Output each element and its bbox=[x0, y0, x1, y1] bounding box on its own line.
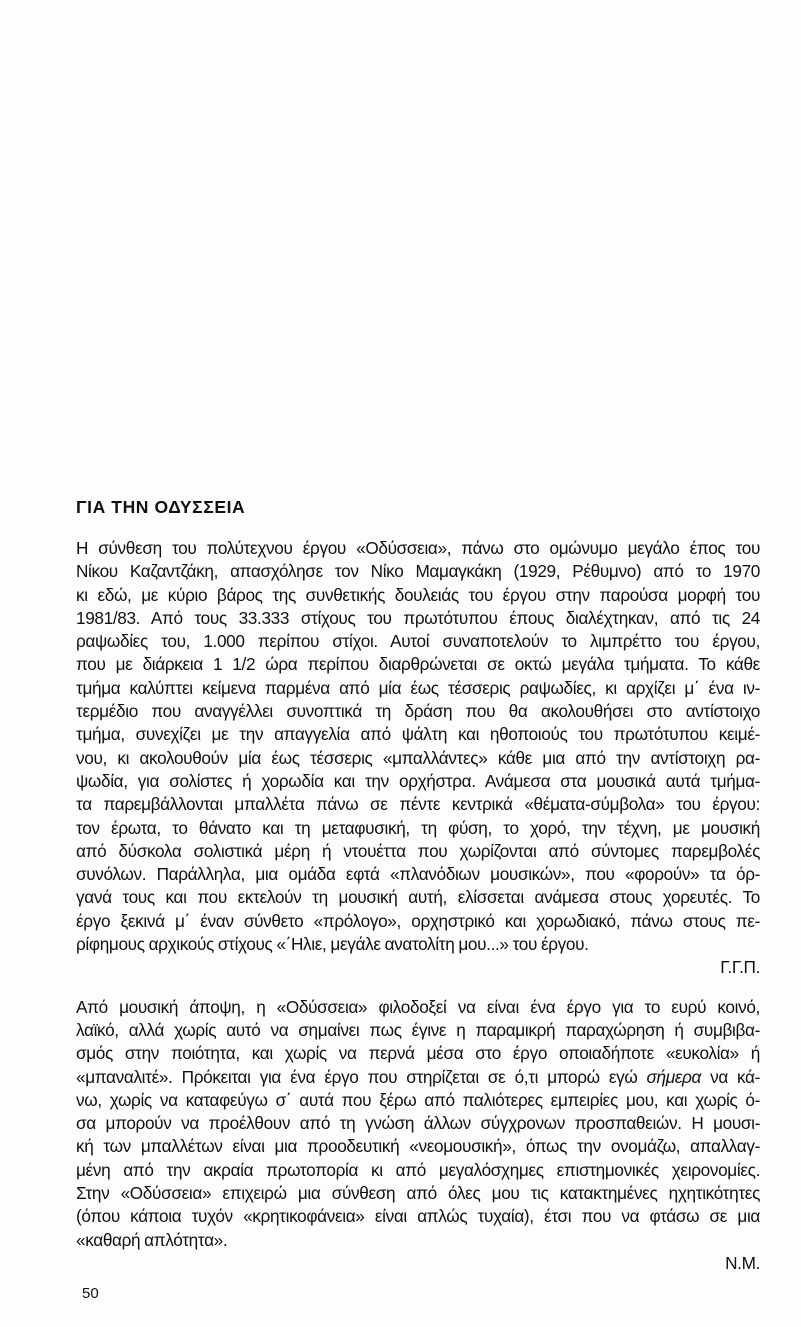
text-line: Από μουσική άποψη, η «Οδύσσεια» φιλοδοξεί να είναι ένα έργο για το ευρύ κοινό, bbox=[76, 996, 760, 1017]
text-line: σα μπορούν να προέλθουν από τη γνώση άλλων σύγχρονων προσπαθειών. Η μουσι- bbox=[76, 1113, 760, 1134]
text-line: «μπαναλιτέ». Πρόκειται για ένα έργο που στηρίζεται σε ό,τι μπορώ εγώ σήμερα να κά- bbox=[76, 1066, 760, 1087]
text-line: γανά τους και που εκτελούν τη μουσική αυτή, ελίσσεται ανάμεσα στους χορευτές. Το bbox=[76, 887, 760, 908]
text-line: Νίκου Καζαντζάκη, απασχόλησε τον Νίκο Μαμαγκάκη (1929, Ρέθυμνο) από το 1970 bbox=[76, 561, 760, 582]
text-line: κι εδώ, με κύριο βάρος της συνθετικής δουλειάς του έργου στην παρούσα μορφή του bbox=[76, 584, 760, 605]
text-line: «καθαρή απλότητα». bbox=[76, 1229, 228, 1250]
page-number: 50 bbox=[82, 1285, 99, 1303]
text-line: έργο ξεκινά μ΄ έναν σύνθετο «πρόλογο», ορχηστρικό και χορωδιακό, πάνω στους πε- bbox=[76, 910, 760, 931]
text-line: νω, χωρίς να καταφεύγω σ΄ αυτά που ξέρω από παλιότερες εμπειρίες μου, και χωρίς ό- bbox=[76, 1089, 760, 1110]
text-line: νου, κι ακολουθούν μία έως τέσσερις «μπαλλάντες» κάθε μια από την αντίστοιχη ρα- bbox=[76, 747, 760, 768]
text-line: τμήμα καλύπτει κείμενα παρμένα από μία έως τέσσερις ραψωδίες, κι αρχίζει μ΄ ένα ιν- bbox=[76, 677, 760, 698]
text-line: ψωδία, για σολίστες ή χορωδία και την ορχήστρα. Ανάμεσα στα μουσικά αυτά τμήμα- bbox=[76, 770, 760, 791]
text-line: που με διάρκεια 1 1/2 ώρα περίπου διαρθρώνεται σε οκτώ μεγάλα τμήματα. Το κάθε bbox=[76, 654, 760, 675]
page bbox=[76, 0, 760, 1327]
text-line: συνόλων. Παράλληλα, μια ομάδα εφτά «πλανόδιων μουσικών», που «φορούν» τα όρ- bbox=[76, 864, 760, 885]
text-line: μένη από την ακραία πρωτοπορία κι από μεγαλόσχημες επιστημονικές χειρονομίες. bbox=[76, 1159, 760, 1180]
text-line: τα παρεμβάλλονται μπαλλέτα πάνω σε πέντε κεντρικά «θέματα-σύμβολα» του έργου: bbox=[76, 794, 760, 815]
text-line: ρίφημους αρχικούς στίχους «΄Ηλιε, μεγάλε ανατολίτη μου...» του έργου. bbox=[76, 934, 589, 955]
section-1-paragraph bbox=[76, 537, 760, 956]
text-line: λαϊκό, αλλά χωρίς αυτό να σημαίνει πως έγινε η παραμικρή παραχώρηση ή συμβιβα- bbox=[76, 1019, 760, 1040]
article-title: ΓΙΑ ΤΗΝ ΟΔΥΣΣΕΙΑ bbox=[76, 497, 246, 517]
section-2-paragraph bbox=[76, 996, 760, 1252]
text-line: 1981/83. Από τους 33.333 στίχους του πρωτότυπου έπους διαλέχτηκαν, από τις 24 bbox=[76, 607, 760, 628]
text-line: (όπου κάποια τυχόν «κρητικοφάνεια» είναι απλώς τυχαία), έτσι που να φτάσω σε μια bbox=[76, 1206, 760, 1227]
author-signature: Ν.Μ. bbox=[725, 1252, 760, 1273]
section-1 bbox=[76, 537, 760, 980]
text-line: Η σύνθεση του πολύτεχνου έργου «Οδύσσεια», πάνω στο ομώνυμο μεγάλο έπος του bbox=[76, 538, 760, 558]
section-2 bbox=[76, 996, 760, 1276]
text-line: από δύσκολα σολιστικά μέρη ή ντουέττα που χωρίζονται από σύντομες παρεμβολές bbox=[76, 840, 760, 861]
text-line: κή των μπαλλέτων είναι μια προοδευτική «νεομουσική», όπως την ονομάζω, απαλλαγ- bbox=[76, 1136, 760, 1157]
author-signature: Γ.Γ.Π. bbox=[720, 957, 760, 978]
text-line: τερμέδιο που αναγγέλλει συνοπτικά τη δράση που θα ακολουθήσει στο αντίστοιχο bbox=[76, 701, 760, 722]
text-line: τον έρωτα, το θάνατο και τη μεταφυσική, τη φύση, το χορό, την τέχνη, με μουσική bbox=[76, 817, 760, 838]
text-line: τμήμα, συνεχίζει με την απαγγελία από ψάλτη και ηθοποιούς του πρωτότυπου κειμέ- bbox=[76, 724, 760, 745]
emphasized-word: σήμερα bbox=[646, 1066, 701, 1087]
text-line: ραψωδίες του, 1.000 περίπου στίχοι. Αυτοί συναποτελούν το λιμπρέττο του έργου, bbox=[76, 631, 760, 652]
text-line: Στην «Οδύσσεια» επιχειρώ μια σύνθεση από όλες μου τις κατακτημένες ηχητικότητες bbox=[76, 1183, 760, 1204]
text-line: σμός στην ποιότητα, και χωρίς να περνά μέσα στο έργο οποιαδήποτε «ευκολία» ή bbox=[76, 1043, 760, 1064]
